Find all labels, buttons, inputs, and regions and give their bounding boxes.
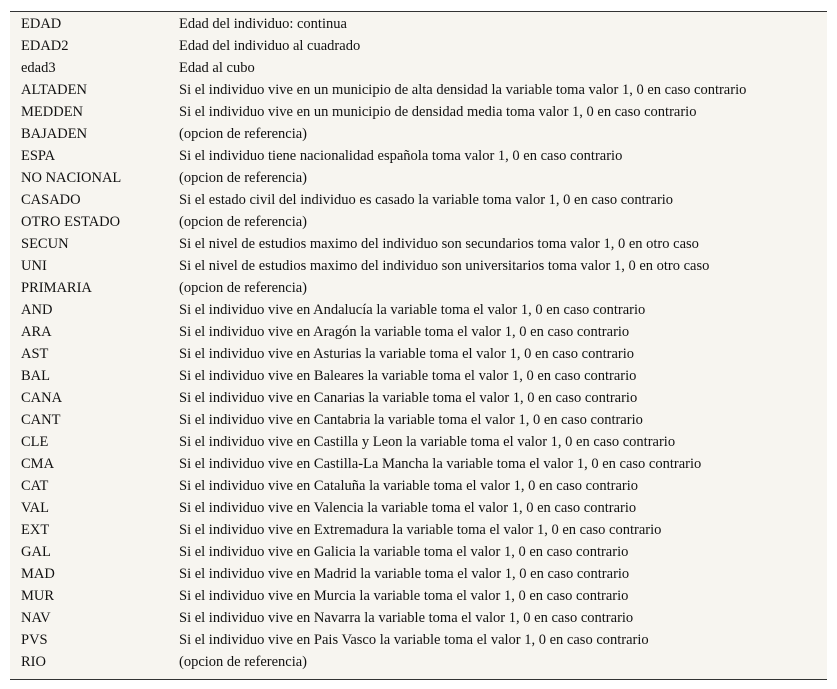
variable-description: Si el individuo vive en Canarias la variable toma el valor 1, 0 en caso contrario [179, 390, 638, 406]
variable-code: PVS [21, 632, 48, 648]
variable-code: PRIMARIA [21, 280, 92, 296]
variable-code: CANT [21, 412, 61, 428]
variable-description: Si el individuo vive en Castilla-La Mancha la variable toma el valor 1, 0 en caso contrario [179, 456, 702, 472]
table-row [10, 79, 827, 101]
table-row [10, 299, 827, 321]
variable-code: edad3 [21, 60, 56, 76]
variable-code: CMA [21, 456, 55, 472]
variable-description: (opcion de referencia) [179, 280, 308, 296]
variable-description: Si el individuo vive en un municipio de densidad media toma valor 1, 0 en caso contrario [179, 104, 697, 120]
table-row [10, 189, 827, 211]
variable-description: Si el individuo vive en Aragón la variable toma el valor 1, 0 en caso contrario [179, 324, 630, 340]
variable-code: CASADO [21, 192, 81, 208]
variable-description: (opcion de referencia) [179, 214, 308, 230]
variable-code: EDAD2 [21, 38, 69, 54]
variable-code: EDAD [21, 16, 62, 32]
variable-definitions-table [10, 11, 827, 680]
variable-description: Si el individuo vive en Extremadura la variable toma el valor 1, 0 en caso contrario [179, 522, 662, 538]
table-row [10, 497, 827, 519]
variable-code: AST [21, 346, 49, 362]
variables-table [10, 13, 827, 673]
variable-description: (opcion de referencia) [179, 126, 308, 142]
variable-description: Si el estado civil del individuo es casado la variable toma valor 1, 0 en caso contrario [179, 192, 674, 208]
table-row [10, 233, 827, 255]
table-row [10, 629, 827, 651]
table-row [10, 475, 827, 497]
variable-description: Si el individuo vive en un municipio de alta densidad la variable toma valor 1, 0 en caso contrario [179, 82, 747, 98]
variable-code: VAL [21, 500, 49, 516]
variable-code: MAD [21, 566, 55, 582]
variable-code: CLE [21, 434, 49, 450]
variable-description: Si el individuo vive en Galicia la variable toma el valor 1, 0 en caso contrario [179, 544, 629, 560]
table-row [10, 365, 827, 387]
table-row [10, 211, 827, 233]
table-row [10, 123, 827, 145]
table-row [10, 541, 827, 563]
variable-description: (opcion de referencia) [179, 654, 308, 670]
table-row [10, 57, 827, 79]
variable-code: SECUN [21, 236, 69, 252]
table-row [10, 255, 827, 277]
variable-code: MEDDEN [21, 104, 84, 120]
variable-description: Si el individuo vive en Castilla y Leon la variable toma el valor 1, 0 en caso contrario [179, 434, 676, 450]
table-row [10, 343, 827, 365]
variable-description: Edad del individuo al cuadrado [179, 38, 361, 54]
variable-description: Si el individuo vive en Baleares la variable toma el valor 1, 0 en caso contrario [179, 368, 637, 384]
variable-code: AND [21, 302, 53, 318]
variable-code: NAV [21, 610, 51, 626]
variable-description: Si el individuo vive en Asturias la variable toma el valor 1, 0 en caso contrario [179, 346, 635, 362]
variable-code: GAL [21, 544, 51, 560]
table-row [10, 519, 827, 541]
variable-code: CAT [21, 478, 49, 494]
variable-description: Edad del individuo: continua [179, 16, 347, 32]
table-row [10, 145, 827, 167]
table-row [10, 167, 827, 189]
variable-code: MUR [21, 588, 55, 604]
variable-description: Si el individuo vive en Madrid la variable toma el valor 1, 0 en caso contrario [179, 566, 630, 582]
table-row [10, 431, 827, 453]
table-row [10, 321, 827, 343]
variable-description: (opcion de referencia) [179, 170, 308, 186]
variable-description: Si el individuo vive en Cantabria la variable toma el valor 1, 0 en caso contrario [179, 412, 643, 428]
variable-code: BAJADEN [21, 126, 88, 142]
variable-code: ARA [21, 324, 52, 340]
variable-description: Si el individuo vive en Valencia la variable toma el valor 1, 0 en caso contrario [179, 500, 637, 516]
table-row [10, 277, 827, 299]
variable-description: Si el individuo vive en Andalucía la variable toma el valor 1, 0 en caso contrario [179, 302, 646, 318]
variable-code: OTRO ESTADO [21, 214, 121, 230]
table-row [10, 387, 827, 409]
table-row [10, 563, 827, 585]
table-row [10, 453, 827, 475]
table-row [10, 585, 827, 607]
variable-code: NO NACIONAL [21, 170, 122, 186]
variable-description: Edad al cubo [179, 60, 255, 76]
variable-description: Si el individuo vive en Cataluña la variable toma el valor 1, 0 en caso contrario [179, 478, 639, 494]
variable-code: ALTADEN [21, 82, 87, 98]
variable-description: Si el nivel de estudios maximo del individuo son secundarios toma valor 1, 0 en otro caso [179, 236, 699, 252]
variable-code: BAL [21, 368, 50, 384]
table-row [10, 409, 827, 431]
table-row [10, 651, 827, 673]
variable-code: RIO [21, 654, 46, 670]
table-row [10, 101, 827, 123]
variable-description: Si el nivel de estudios maximo del individuo son universitarios toma valor 1, 0 en otro caso [179, 258, 710, 274]
table-row [10, 35, 827, 57]
variable-description: Si el individuo tiene nacionalidad española toma valor 1, 0 en caso contrario [179, 148, 623, 164]
variable-description: Si el individuo vive en Navarra la variable toma el valor 1, 0 en caso contrario [179, 610, 634, 626]
variable-code: CANA [21, 390, 63, 406]
table-row [10, 13, 827, 35]
variable-code: EXT [21, 522, 50, 538]
variable-description: Si el individuo vive en Murcia la variable toma el valor 1, 0 en caso contrario [179, 588, 629, 604]
table-body [10, 13, 827, 673]
table-row [10, 607, 827, 629]
variable-description: Si el individuo vive en Pais Vasco la variable toma el valor 1, 0 en caso contrario [179, 632, 649, 648]
variable-code: UNI [21, 258, 47, 274]
variable-code: ESPA [21, 148, 56, 164]
